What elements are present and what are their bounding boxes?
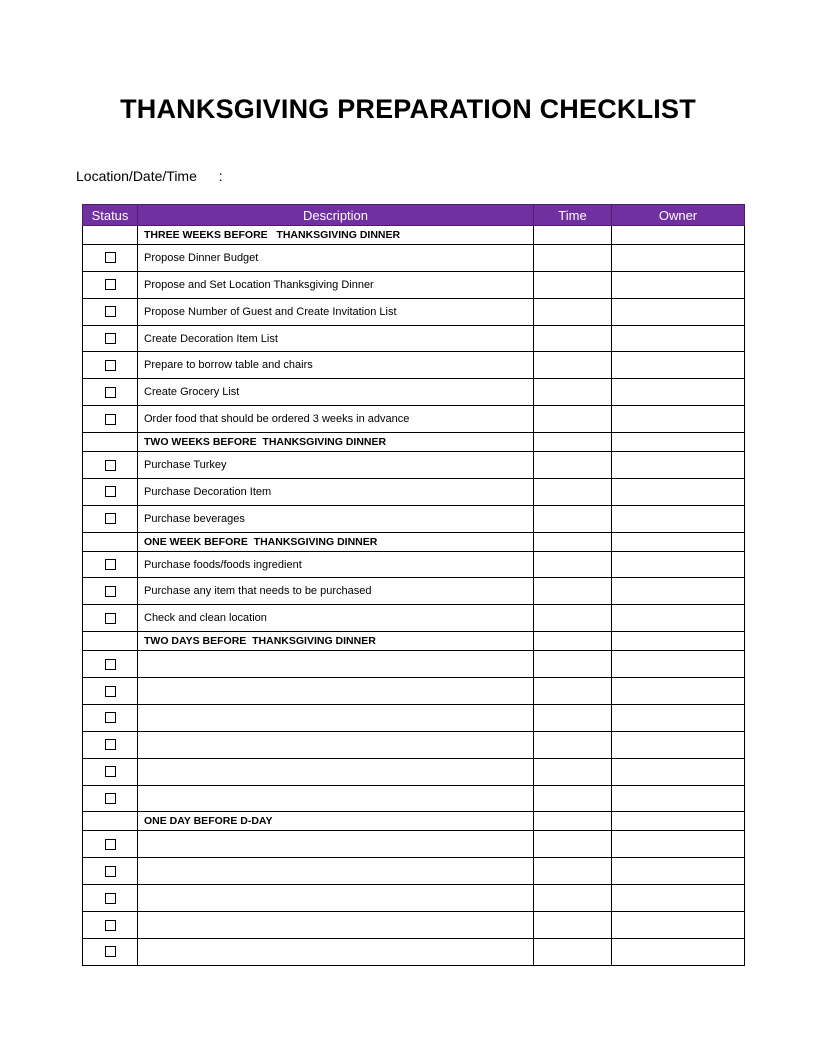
checkbox[interactable] — [105, 893, 116, 904]
owner-column-header: Owner — [612, 205, 745, 226]
time-cell[interactable] — [534, 505, 612, 532]
section-title: TWO WEEKS BEFORE THANKSGIVING DINNER — [138, 433, 534, 452]
owner-cell — [612, 433, 745, 452]
owner-cell[interactable] — [612, 271, 745, 298]
checkbox[interactable] — [105, 839, 116, 850]
status-cell — [83, 452, 138, 479]
section-title: THREE WEEKS BEFORE THANKSGIVING DINNER — [138, 226, 534, 245]
time-cell[interactable] — [534, 731, 612, 758]
task-description[interactable] — [138, 785, 534, 812]
checkbox[interactable] — [105, 920, 116, 931]
status-cell — [83, 505, 138, 532]
checkbox[interactable] — [105, 686, 116, 697]
table-row — [83, 885, 745, 912]
time-cell[interactable] — [534, 678, 612, 705]
table-row — [83, 704, 745, 731]
checkbox[interactable] — [105, 486, 116, 497]
checkbox[interactable] — [105, 766, 116, 777]
checkbox[interactable] — [105, 460, 116, 471]
time-cell[interactable] — [534, 298, 612, 325]
checkbox[interactable] — [105, 513, 116, 524]
status-cell — [83, 678, 138, 705]
checkbox[interactable] — [105, 739, 116, 750]
owner-cell[interactable] — [612, 379, 745, 406]
task-description[interactable]: Purchase any item that needs to be purchased — [138, 578, 534, 605]
status-cell — [83, 938, 138, 965]
time-cell[interactable] — [534, 912, 612, 939]
time-cell[interactable] — [534, 858, 612, 885]
table-row — [83, 298, 745, 325]
owner-cell[interactable] — [612, 551, 745, 578]
task-description[interactable]: Create Decoration Item List — [138, 325, 534, 352]
owner-cell[interactable] — [612, 758, 745, 785]
status-cell — [83, 651, 138, 678]
time-cell[interactable] — [534, 244, 612, 271]
owner-cell[interactable] — [612, 605, 745, 632]
owner-cell[interactable] — [612, 325, 745, 352]
owner-cell[interactable] — [612, 831, 745, 858]
owner-cell[interactable] — [612, 406, 745, 433]
time-cell[interactable] — [534, 352, 612, 379]
time-cell — [534, 812, 612, 831]
checkbox[interactable] — [105, 252, 116, 263]
time-cell[interactable] — [534, 325, 612, 352]
task-description[interactable] — [138, 758, 534, 785]
time-cell — [534, 632, 612, 651]
task-description[interactable]: Purchase foods/foods ingredient — [138, 551, 534, 578]
status-cell — [83, 785, 138, 812]
task-description[interactable]: Purchase beverages — [138, 505, 534, 532]
checkbox[interactable] — [105, 387, 116, 398]
status-cell — [83, 831, 138, 858]
owner-cell[interactable] — [612, 785, 745, 812]
table-row — [83, 578, 745, 605]
owner-cell[interactable] — [612, 651, 745, 678]
status-cell — [83, 605, 138, 632]
checkbox[interactable] — [105, 333, 116, 344]
table-row — [83, 651, 745, 678]
time-cell[interactable] — [534, 452, 612, 479]
owner-cell[interactable] — [612, 731, 745, 758]
table-row — [83, 478, 745, 505]
status-cell — [83, 433, 138, 452]
status-column-header: Status — [83, 205, 138, 226]
status-cell — [83, 325, 138, 352]
owner-cell — [612, 632, 745, 651]
time-cell — [534, 532, 612, 551]
owner-cell — [612, 812, 745, 831]
owner-cell[interactable] — [612, 938, 745, 965]
task-description[interactable]: Purchase Decoration Item — [138, 478, 534, 505]
checkbox[interactable] — [105, 279, 116, 290]
task-description[interactable]: Order food that should be ordered 3 weeks in advance — [138, 406, 534, 433]
owner-cell[interactable] — [612, 578, 745, 605]
status-cell — [83, 271, 138, 298]
status-cell — [83, 632, 138, 651]
task-description[interactable]: Propose Number of Guest and Create Invitation List — [138, 298, 534, 325]
time-cell[interactable] — [534, 831, 612, 858]
checkbox[interactable] — [105, 613, 116, 624]
task-description[interactable] — [138, 912, 534, 939]
table-row — [83, 678, 745, 705]
checklist-table — [82, 204, 745, 966]
table-row — [83, 452, 745, 479]
owner-cell — [612, 532, 745, 551]
status-cell — [83, 352, 138, 379]
table-row — [83, 605, 745, 632]
status-cell — [83, 885, 138, 912]
task-description[interactable] — [138, 831, 534, 858]
time-cell[interactable] — [534, 605, 612, 632]
task-description[interactable] — [138, 731, 534, 758]
status-cell — [83, 226, 138, 245]
section-header-row — [83, 632, 745, 651]
status-cell — [83, 298, 138, 325]
owner-cell[interactable] — [612, 505, 745, 532]
owner-cell[interactable] — [612, 452, 745, 479]
section-title: TWO DAYS BEFORE THANKSGIVING DINNER — [138, 632, 534, 651]
status-cell — [83, 758, 138, 785]
table-row — [83, 731, 745, 758]
task-description[interactable] — [138, 858, 534, 885]
page-title: THANKSGIVING PREPARATION CHECKLIST — [120, 94, 696, 124]
status-cell — [83, 578, 138, 605]
task-description[interactable]: Check and clean location — [138, 605, 534, 632]
time-cell — [534, 433, 612, 452]
table-row — [83, 785, 745, 812]
owner-cell — [612, 226, 745, 245]
status-cell — [83, 478, 138, 505]
owner-cell[interactable] — [612, 704, 745, 731]
time-cell — [534, 226, 612, 245]
time-cell[interactable] — [534, 551, 612, 578]
status-cell — [83, 551, 138, 578]
status-cell — [83, 379, 138, 406]
location-date-time-label: Location/Date/Time — [76, 168, 197, 184]
task-description[interactable]: Create Grocery List — [138, 379, 534, 406]
owner-cell[interactable] — [612, 885, 745, 912]
task-description[interactable] — [138, 938, 534, 965]
table-header-row — [83, 205, 745, 226]
status-cell — [83, 912, 138, 939]
table-row — [83, 379, 745, 406]
time-cell[interactable] — [534, 578, 612, 605]
table-row — [83, 758, 745, 785]
description-column-header: Description — [138, 205, 534, 226]
section-title: ONE WEEK BEFORE THANKSGIVING DINNER — [138, 532, 534, 551]
status-cell — [83, 532, 138, 551]
table-row — [83, 831, 745, 858]
time-cell[interactable] — [534, 379, 612, 406]
table-row — [83, 938, 745, 965]
section-title: ONE DAY BEFORE D-DAY — [138, 812, 534, 831]
task-description[interactable] — [138, 651, 534, 678]
location-date-time-separator: : — [218, 168, 223, 184]
table-row — [83, 858, 745, 885]
checkbox[interactable] — [105, 793, 116, 804]
checkbox[interactable] — [105, 559, 116, 570]
owner-cell[interactable] — [612, 352, 745, 379]
table-row — [83, 406, 745, 433]
checkbox[interactable] — [105, 659, 116, 670]
task-description[interactable]: Prepare to borrow table and chairs — [138, 352, 534, 379]
status-cell — [83, 406, 138, 433]
time-column-header: Time — [534, 205, 612, 226]
time-cell[interactable] — [534, 271, 612, 298]
time-cell[interactable] — [534, 885, 612, 912]
table-row — [83, 325, 745, 352]
table-row — [83, 912, 745, 939]
owner-cell[interactable] — [612, 298, 745, 325]
table-row — [83, 352, 745, 379]
checkbox[interactable] — [105, 306, 116, 317]
time-cell[interactable] — [534, 406, 612, 433]
time-cell[interactable] — [534, 651, 612, 678]
checkbox[interactable] — [105, 866, 116, 877]
time-cell[interactable] — [534, 758, 612, 785]
task-description[interactable]: Propose Dinner Budget — [138, 244, 534, 271]
checkbox[interactable] — [105, 586, 116, 597]
task-description[interactable]: Propose and Set Location Thanksgiving Dinner — [138, 271, 534, 298]
time-cell[interactable] — [534, 704, 612, 731]
time-cell[interactable] — [534, 938, 612, 965]
table-row — [83, 244, 745, 271]
table-row — [83, 505, 745, 532]
location-date-time-field — [76, 168, 223, 184]
owner-cell[interactable] — [612, 678, 745, 705]
task-description[interactable] — [138, 704, 534, 731]
task-description[interactable]: Purchase Turkey — [138, 452, 534, 479]
section-header-row — [83, 812, 745, 831]
table-row — [83, 551, 745, 578]
owner-cell[interactable] — [612, 478, 745, 505]
status-cell — [83, 731, 138, 758]
checkbox[interactable] — [105, 712, 116, 723]
task-description[interactable] — [138, 678, 534, 705]
owner-cell[interactable] — [612, 244, 745, 271]
time-cell[interactable] — [534, 785, 612, 812]
task-description[interactable] — [138, 885, 534, 912]
section-header-row — [83, 532, 745, 551]
section-header-row — [83, 226, 745, 245]
status-cell — [83, 244, 138, 271]
owner-cell[interactable] — [612, 912, 745, 939]
status-cell — [83, 858, 138, 885]
time-cell[interactable] — [534, 478, 612, 505]
status-cell — [83, 704, 138, 731]
table-row — [83, 271, 745, 298]
owner-cell[interactable] — [612, 858, 745, 885]
checkbox[interactable] — [105, 360, 116, 371]
checkbox[interactable] — [105, 414, 116, 425]
checkbox[interactable] — [105, 946, 116, 957]
status-cell — [83, 812, 138, 831]
section-header-row — [83, 433, 745, 452]
